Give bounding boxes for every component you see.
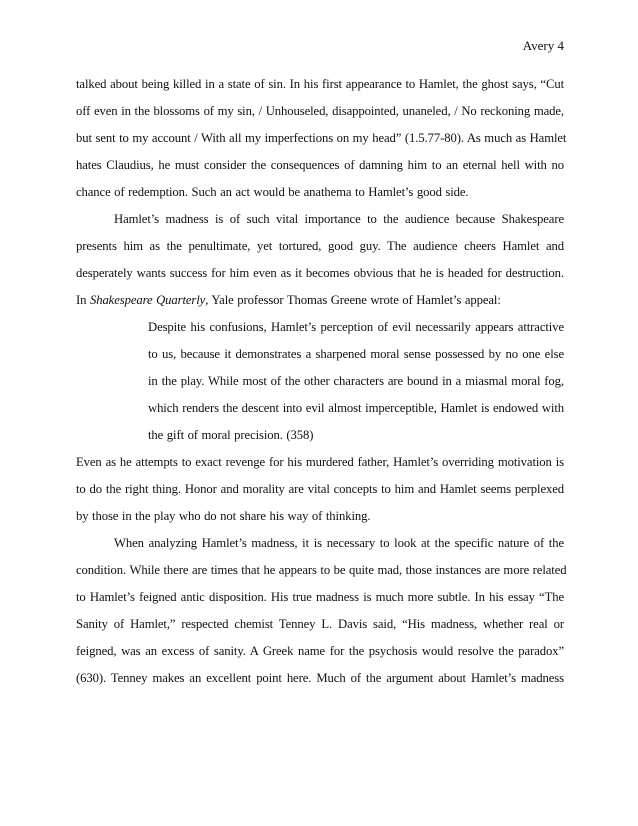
text-line: Even as he attempts to exact revenge for his murdered father, Hamlet’s overriding motivation is (76, 455, 564, 469)
text-line: condition. While there are times that he appears to be quite mad, those instances are more related (76, 563, 567, 577)
text-line: off even in the blossoms of my sin, / Unhouseled, disappointed, unaneled, / No reckoning made, (76, 104, 564, 118)
text-line: chance of redemption. Such an act would be anathema to Hamlet’s good side. (76, 185, 469, 199)
block-quote-line: Despite his confusions, Hamlet’s perception of evil necessarily appears attractive (148, 320, 564, 334)
text-line: talked about being killed in a state of sin. In his first appearance to Hamlet, the ghost says, “Cut (76, 77, 564, 91)
text-fragment: , Yale professor Thomas Greene wrote of Hamlet’s appeal: (205, 293, 501, 307)
text-fragment: In (76, 293, 90, 307)
page-header: Avery 4 (522, 38, 564, 53)
body-text (76, 71, 567, 692)
text-line: feigned, was an excess of sanity. A Greek name for the psychosis would resolve the paradox” (76, 644, 564, 658)
text-line: to Hamlet’s feigned antic disposition. His true madness is much more subtle. In his essay “The (76, 590, 564, 604)
text-line: hates Claudius, he must consider the consequences of damning him to an eternal hell with no (76, 158, 564, 172)
text-line: Sanity of Hamlet,” respected chemist Tenney L. Davis said, “His madness, whether real or (76, 617, 564, 631)
text-line: Hamlet’s madness is of such vital importance to the audience because Shakespeare (114, 212, 564, 226)
text-line: but sent to my account / With all my imperfections on my head” (1.5.77-80). As much as Hamlet (76, 131, 567, 145)
text-line: presents him as the penultimate, yet tortured, good guy. The audience cheers Hamlet and (76, 239, 564, 253)
block-quote-line: in the play. While most of the other characters are bound in a miasmal moral fog, (148, 374, 564, 388)
text-line: When analyzing Hamlet’s madness, it is necessary to look at the specific nature of the (114, 536, 564, 550)
journal-title: Shakespeare Quarterly (89, 293, 206, 307)
block-quote-line: the gift of moral precision. (358) (148, 428, 314, 442)
block-quote-line: to us, because it demonstrates a sharpened moral sense possessed by no one else (148, 347, 564, 361)
text-line (76, 287, 564, 314)
text-line: desperately wants success for him even as it becomes obvious that he is headed for destruction. (76, 266, 564, 280)
text-line: to do the right thing. Honor and morality are vital concepts to him and Hamlet seems perplexed (76, 482, 564, 496)
block-quote-line: which renders the descent into evil almost imperceptible, Hamlet is endowed with (148, 401, 564, 415)
text-line: (630). Tenney makes an excellent point here. Much of the argument about Hamlet’s madness (76, 671, 564, 685)
text-line: by those in the play who do not share his way of thinking. (76, 509, 371, 523)
